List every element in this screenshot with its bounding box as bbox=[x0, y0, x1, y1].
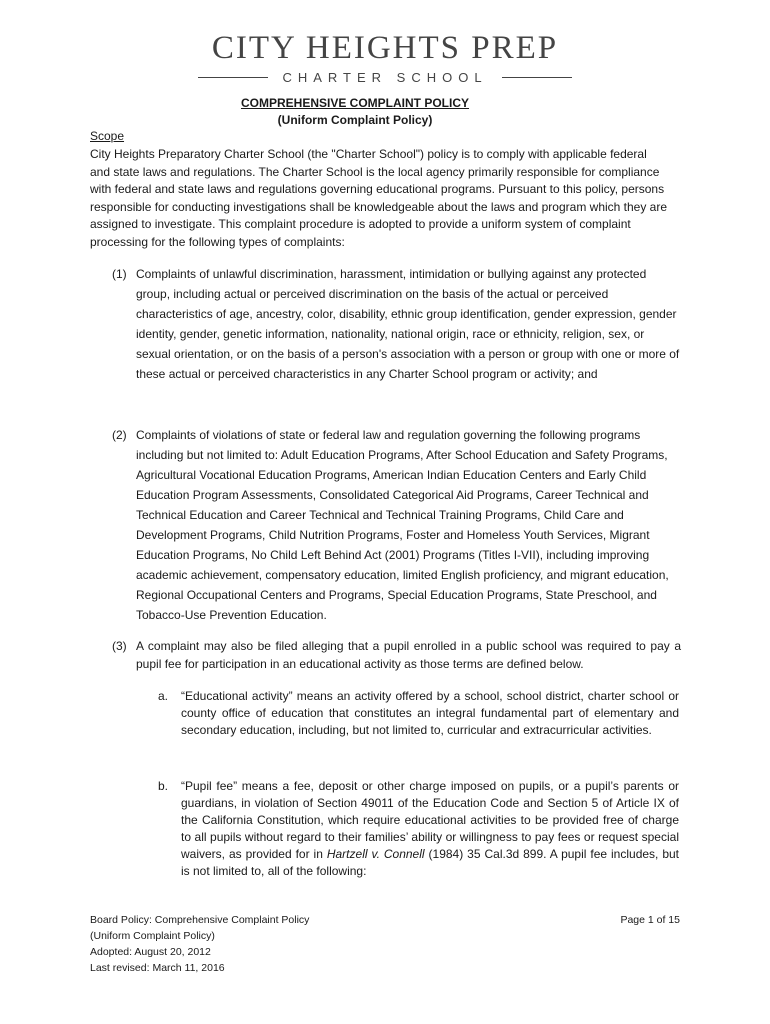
logo-subtitle: CHARTER SCHOOL bbox=[282, 70, 488, 85]
scope-heading: Scope bbox=[90, 129, 125, 143]
logo-school-name: CITY HEIGHTS PREP bbox=[211, 30, 559, 66]
logo-rule-right bbox=[502, 77, 572, 78]
footer-adopted-date: Adopted: August 20, 2012 bbox=[90, 946, 211, 958]
scope-paragraph: City Heights Preparatory Charter School (the "Charter School") policy is to comply with applicable federal and state laws and regulations. The Charter School is the local agency primarily responsible for compliance with federal and state laws and regulations governing educational programs. Pursuant to this policy, persons responsible for conducting investigations shall be knowledgeable about the laws and program which they are assigned to investigate. This complaint procedure is adopted to provide a uniform system of complaint processing for the following types of complaints: bbox=[90, 147, 668, 249]
list-item-number: (1) bbox=[112, 267, 127, 281]
footer-revised-date: Last revised: March 11, 2016 bbox=[90, 962, 225, 974]
sublist-item-text bbox=[181, 778, 679, 880]
list-item-number: (3) bbox=[112, 639, 127, 653]
logo-subtitle-row bbox=[150, 70, 620, 85]
list-item-text: Complaints of violations of state or federal law and regulation governing the following programs including but not limited to: Adult Education Programs, After School Education and Safety Programs, Agricultural Vocational Education Programs, American Indian Education Centers and Early Child Education Program Assessments, Consolidated Categorical Aid Programs, Career Technical and Technical Education and Career Technical and Technical Training Programs, Child Care and Development Programs, Child Nutrition Programs, Foster and Homeless Youth Services, Migrant Education Programs, No Child Left Behind Act (2001) Programs (Titles I-VII), including improving academic achievement, compensatory education, limited English proficiency, and migrant education, Regional Occupational Centers and Programs, Special Education Programs, State Preschool, and Tobacco-Use Prevention Education. bbox=[136, 428, 669, 622]
sublist-text-before: “Pupil fee” means a fee, deposit or other charge imposed on pupils, or a pupil’s parents or guardians, in violation of Section 49011 of the Education Code and Section 5 of Article IX of the California Constitution, which require educational activities to be provided free of charge to all pupils without regard to their families’ ability or willingness to pay fees or request special waivers, as provided for in bbox=[181, 779, 679, 861]
document-title: COMPREHENSIVE COMPLAINT POLICY bbox=[240, 96, 470, 110]
case-citation: Hartzell v. Connell bbox=[326, 847, 425, 861]
list-item-text: A complaint may also be filed alleging that a pupil enrolled in a public school was required to pay a pupil fee for participation in an educational activity as those terms are defined below. bbox=[136, 639, 681, 671]
page-footer bbox=[90, 912, 309, 976]
document-subtitle: (Uniform Complaint Policy) bbox=[277, 113, 433, 127]
page-number: Page 1 of 15 bbox=[620, 914, 680, 926]
sublist-text-after: (1984) 35 Cal.3d 899. A pupil fee includes, but is not limited to, all of the following: bbox=[181, 847, 680, 878]
footer-policy-name: Board Policy: Comprehensive Complaint Policy bbox=[90, 914, 310, 926]
list-item-text: Complaints of unlawful discrimination, harassment, intimidation or bullying against any protected group, including actual or perceived discrimination on the basis of the actual or perceived characteristics of age, ancestry, color, disability, ethnic group identification, gender expression, gender identity, gender, genetic information, nationality, national origin, race or ethnicity, religion, sex, or sexual orientation, or on the basis of a person's association with a person or group with one or more of these actual or perceived characteristics in any Charter School program or activity; and bbox=[136, 267, 680, 381]
footer-policy-subtitle: (Uniform Complaint Policy) bbox=[90, 930, 215, 942]
sublist-item-letter: b. bbox=[158, 779, 169, 793]
school-logo bbox=[150, 30, 620, 85]
sublist-item-letter: a. bbox=[158, 689, 169, 703]
logo-rule-left bbox=[198, 77, 268, 78]
list-item-number: (2) bbox=[112, 428, 127, 442]
sublist-item-text: “Educational activity” means an activity offered by a school, school district, charter school or county office of education that constitutes an integral fundamental part of elementary and secondary education, including, but not limited to, curricular and extracurricular activities. bbox=[181, 689, 679, 737]
